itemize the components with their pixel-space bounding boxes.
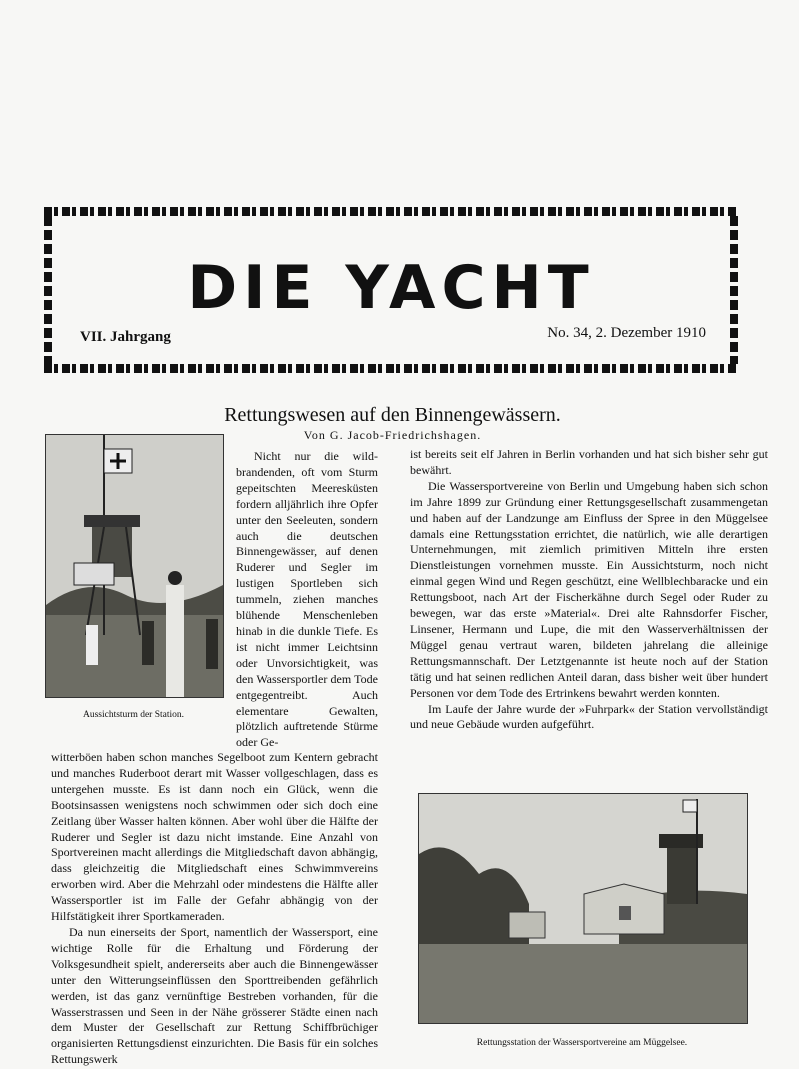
rescue-station-illustration xyxy=(419,794,747,1023)
masthead-title: DIE YACHT xyxy=(187,253,595,323)
column-right xyxy=(410,447,768,733)
paragraph: ist bereits seit elf Jahren in Berlin vorhanden und hat sich bisher sehr gut bewährt. xyxy=(410,447,768,477)
column-left-narrow xyxy=(236,449,378,751)
figure-caption-tower: Aussichtsturm der Station. xyxy=(82,710,185,720)
figure-caption-station: Rettungsstation der Wassersportvereine am Müggelsee. xyxy=(476,1038,688,1048)
column-left-wide xyxy=(51,750,378,1068)
masthead-border-top xyxy=(44,207,738,216)
paragraph: Da nun einerseits der Sport, namentlich der Wassersport, eine wichtige Rolle für die Erhaltung und Förderung der Volksgesundheit spielt, andererseits aber auch die Binnengewässer unter den Witterungseinflüssen den Sporttreibenden gefährlich werden, ist das ganz vernünftige Bestreben vorhanden, für die Wasserstrassen und Seen in der Nähe grösserer Städte einen nach dem Muster der Gesellschaft zur Rettung Schiffbrüchiger organisierten Rettungsdienst einzurichten. Die Basis für ein solches Rettungswerk xyxy=(51,924,378,1067)
volume-label: VII. Jahrgang xyxy=(80,329,171,345)
lookout-tower-illustration xyxy=(46,435,223,697)
article-byline: Von G. Jacob-Friedrichshagen. xyxy=(303,428,482,442)
masthead xyxy=(44,207,738,373)
masthead-border-bottom xyxy=(44,364,738,373)
paragraph: Im Laufe der Jahre wurde der »Fuhrpark« der Station vervollständigt und neue Gebäude wurden aufgeführt. xyxy=(410,701,768,732)
rescue-station-photo xyxy=(418,793,748,1024)
issue-label: No. 34, 2. Dezember 1910 xyxy=(547,325,706,341)
paragraph: Nicht nur die wild-brandenden, oft vom Sturm gepeitschten Meeresküsten fordern alljährlich ihre Opfer unter den Seeleuten, sondern auch die deutschen Binnengewässer, auf denen Ruderer und Segler im lustigen Sportleben sich tummeln, ziehen manches blühende Menschenleben hinab in die dunkle Tiefe. Es ist nicht immer Leichtsinn oder Unvorsichtigkeit, was den Wassersportler dem Tode entgegentreibt. Auch elementare Gewalten, plötzlich auftretende Stürme oder Ge- xyxy=(236,449,378,750)
paragraph: witterböen haben schon manches Segelboot zum Kentern gebracht und manches Ruderboot derart mit Wasser vollgeschlagen, dass es untergehen musste. Es ist dann noch ein Glück, wenn die Bootsinsassen wenigstens noch schwimmen oder sich doch eine Zeitlang über Wasser halten können. Aber wohl über die Hälfte der Ruderer und Segler ist dazu nicht imstande. Eine Anzahl von Sportvereinen macht allerdings die Mitgliedschaft davon abhängig, dass gleichzeitig die Mitgliedschaft eines Schwimmvereins erworben wird. Aber die Mehrzahl oder mindestens die Hälfte aller Wassersportler ist im Falle der Gefahr abhängig von der Hilfstätigkeit ihrer Sportkameraden. xyxy=(51,750,378,924)
article-title: Rettungswesen auf den Binnengewässern. xyxy=(224,404,561,426)
paragraph: Die Wassersportvereine von Berlin und Umgebung haben sich schon im Jahre 1899 zur Gründung einer Rettungsgesellschaft zusammengetan und haben auf der Landzunge am Einfluss der Spree in den Müggelsee damals eine Rettungsstation errichtet, die natürlich, wie alle derartigen Unternehmungen, mit ziemlich primitiven Mitteln ihre ersten Dienstleistungen vornehmen musste. Ein Aussichtsturm, noch nicht einmal gegen Wind und Regen geschützt, eine Wellblechbaracke und ein Rettungsboot, nach Art der Fischerkähne durch Segel oder Ruder zu bewegen, war das erste »Material«. Drei alte Rahnsdorfer Fischer, Linsener, Hermann und Lupe, die mit den Wasserverhältnissen der Müggel genau vertraut waren, bildeten jahrelang die alleinige Rettungsmannschaft. Der Letztgenannte ist heute noch auf der Station tätig und hat seinen redlichen Anteil daran, dass bisher weit über hundert Personen vor dem Tode des Ertrinkens bewahrt werden konnten. xyxy=(410,478,768,700)
lookout-tower-photo xyxy=(45,434,224,698)
